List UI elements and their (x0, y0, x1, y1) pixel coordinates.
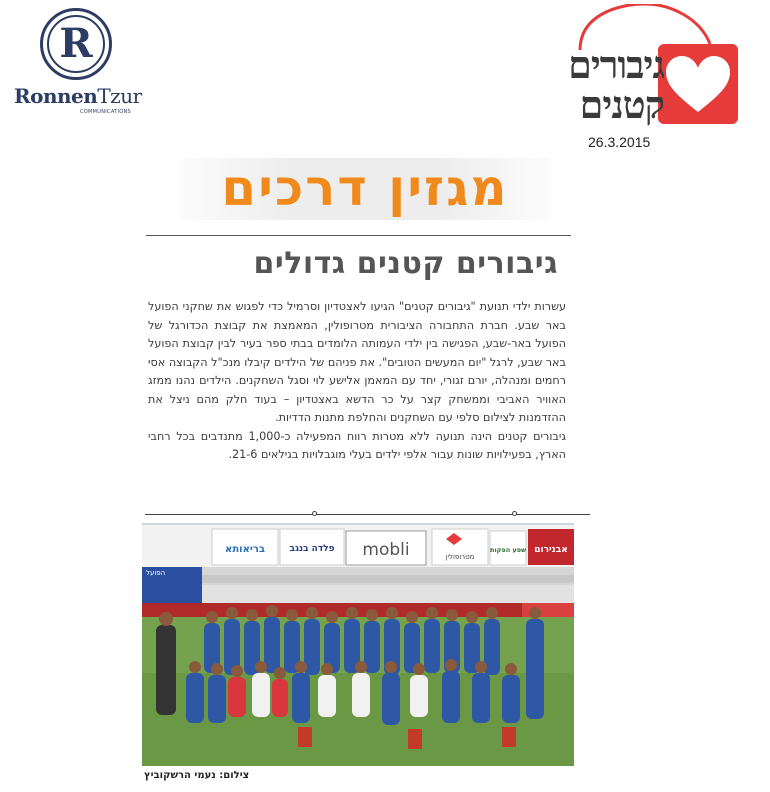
logo-name-last: Tzur (97, 84, 142, 108)
article-headline: גיבורים קטנים גדולים (253, 246, 558, 281)
magazine-masthead (180, 158, 550, 220)
logo-emblem-circle (40, 8, 112, 80)
team-photo-illustration (142, 523, 574, 766)
sponsor-banner-text: שפע הפקות (490, 546, 526, 554)
publication-date: 26.3.2015 (588, 134, 651, 150)
giborim-ktanim-logo (520, 4, 760, 154)
logo-tagline: COMMUNICATIONS (80, 109, 132, 115)
divider-top (146, 235, 571, 236)
photo-credit: צילום: נעמי הרשקוביץ (144, 770, 250, 781)
divider-dot (512, 511, 517, 516)
article-paragraph: עשרות ילדי תנועת "גיבורים קטנים" הגיעו לאצטדיון וסרמיל כדי לפגוש את שחקני הפועל באר שבע. חברת התחבורה הציבורית מטרופולין, המאמצת את קבוצת הכדורגל של הפועל באר-שבע, הפגישה בין ילדי העמותה הלומדים בבתי ספר בעיר לבין קבוצת הפועל באר שבע, לרגל "יום המעשים הטובים". את פניהם של הילדים קיבלו מנכ"ל הקבוצה אסי רחמים ומנהלה, יורם זגורי, יחד עם המאמן אלישע לוי וסגל השחקנים. הילדים נהנו ממזג האוויר האביבי וממשחק קצר על כר הדשא באצטדיון – בעוד חלק מהם ניצל את ההזדמנות לצילום סלפי עם השחקנים והחלפת מתנות הדדיות. (148, 300, 566, 424)
sponsor-banner-text: מטרופולין (445, 553, 475, 561)
article-body (148, 298, 566, 465)
sponsor-banner-text: אבנירום (534, 545, 568, 555)
divider-bottom (145, 514, 590, 515)
logo-wordmark (14, 84, 144, 108)
logo-letter: R (59, 20, 93, 67)
magazine-title: מגזין דרכים (221, 159, 509, 217)
sponsor-banner-text: פלדה בנגב (289, 544, 335, 554)
logo-name-first: Ronnen (14, 84, 98, 108)
brand-line1: גיבורים (568, 42, 664, 87)
sponsor-banner-text: בריאותא (225, 544, 265, 555)
stand-sign: הפועל (146, 569, 166, 577)
article-paragraph: גיבורים קטנים הינה תנועה ללא מטרות רווח המפעילה כ-1,000 מתנדבים בכל רחבי הארץ, בפעילויות שונות עבור אלפי ילדים בעלי מוגבלויות בגילאים 21-6. (148, 429, 566, 461)
team-photo (142, 523, 574, 766)
ronnen-tzur-logo (10, 8, 145, 118)
divider-dot (312, 511, 317, 516)
sponsor-banner-text: mobli (362, 540, 410, 560)
brand-line2: קטנים (579, 82, 664, 127)
